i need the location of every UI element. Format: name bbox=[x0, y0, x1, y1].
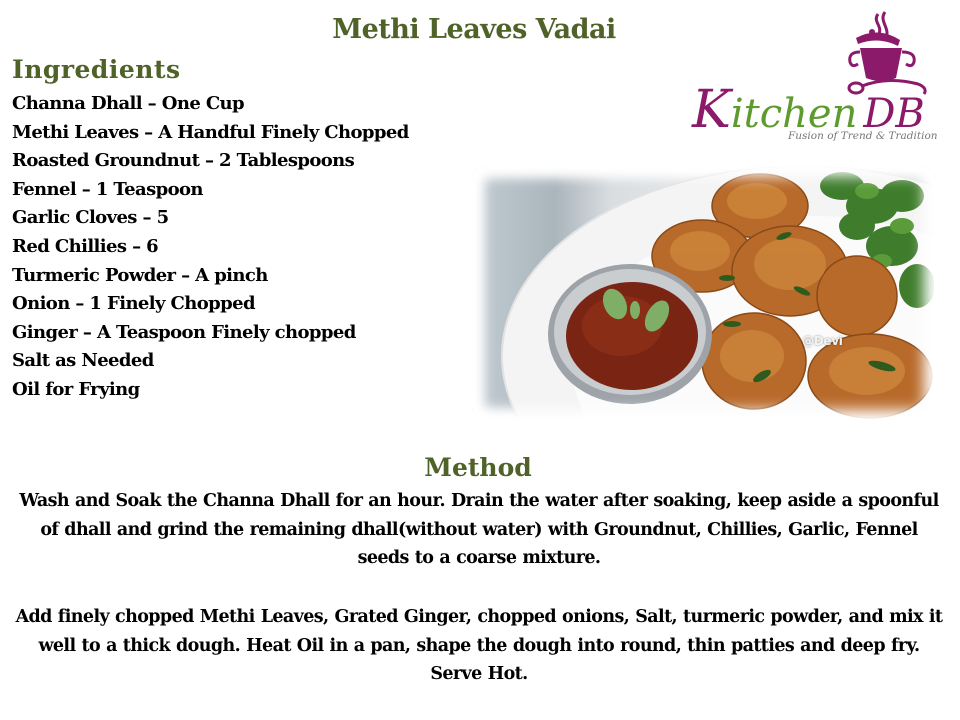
ingredients-list bbox=[12, 90, 409, 405]
ingredient-item: Garlic Cloves – 5 bbox=[12, 207, 169, 229]
logo-tagline: Fusion of Trend & Tradition bbox=[788, 130, 938, 142]
ingredient-item: Channa Dhall – One Cup bbox=[12, 93, 245, 114]
recipe-title: Methi Leaves Vadai bbox=[332, 14, 616, 45]
method-step-2: Add finely chopped Methi Leaves, Grated Ginger, chopped onions, Salt, turmeric powder, and mix it well to a thick dough. Heat Oil in a pan, shape the dough into round, thin patties and deep fry. Serve Hot. bbox=[15, 607, 943, 684]
logo-word-itchen: itchen bbox=[730, 91, 858, 137]
kitchen-db-logo bbox=[688, 8, 943, 148]
recipe-photo bbox=[472, 166, 934, 420]
ingredient-item: Methi Leaves – A Handful Finely Chopped bbox=[12, 121, 409, 143]
ingredients-heading: Ingredients bbox=[12, 55, 181, 84]
ingredient-item: Fennel – 1 Teaspoon bbox=[12, 178, 203, 200]
ingredient-item: Salt as Needed bbox=[12, 350, 154, 372]
ingredient-item: Oil for Frying bbox=[12, 378, 140, 400]
food-illustration bbox=[472, 166, 934, 420]
photo-watermark: @Devi bbox=[802, 334, 843, 348]
logo-word-db: DB bbox=[863, 91, 925, 137]
ingredient-item: Roasted Groundnut – 2 Tablespoons bbox=[12, 150, 355, 172]
ingredient-item: Red Chillies – 6 bbox=[12, 235, 159, 257]
ingredient-item: Onion – 1 Finely Chopped bbox=[12, 293, 255, 315]
method-step-1: Wash and Soak the Channa Dhall for an hour. Drain the water after soaking, keep aside a spoonful of dhall and grind the remaining dhall(without water) with Groundnut, Chillies, Garlic, Fennel seeds to a coarse mixture. bbox=[19, 491, 939, 568]
logo-letter-k: K bbox=[692, 80, 731, 140]
ingredient-item: Ginger – A Teaspoon Finely chopped bbox=[12, 321, 356, 343]
ingredient-item: Turmeric Powder – A pinch bbox=[12, 264, 268, 286]
method-heading: Method bbox=[424, 453, 532, 482]
